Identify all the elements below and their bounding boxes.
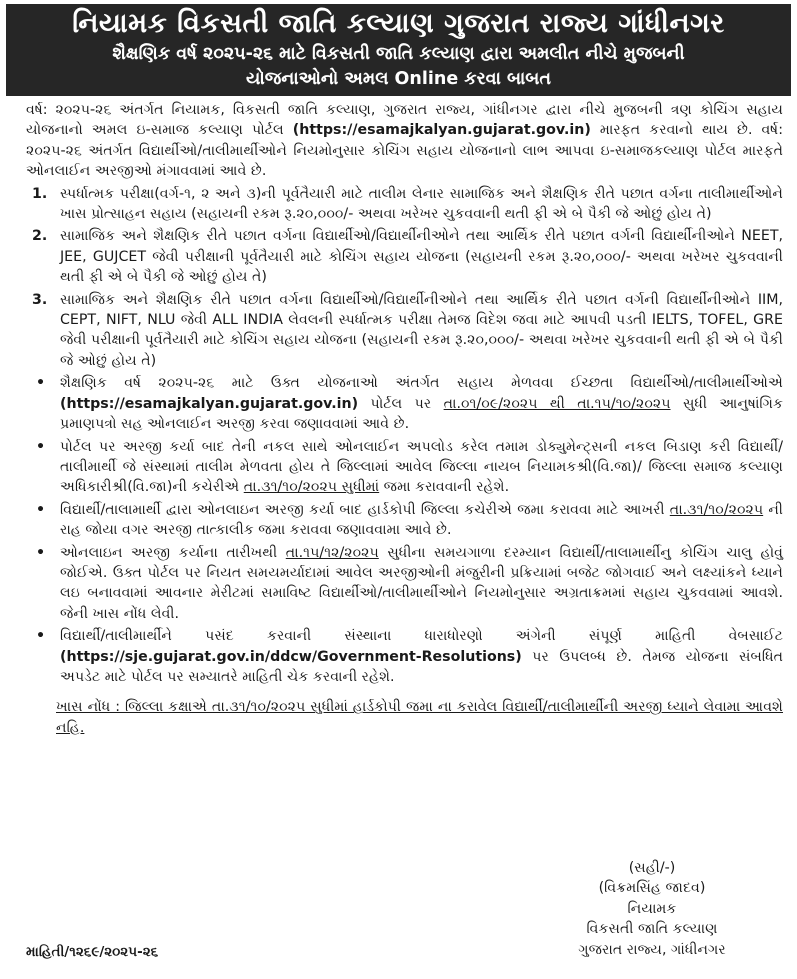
scheme-text: સામાજિક અને શૈક્ષણિક રીતે પછાત વર્ગના વિદ્યાર્થીઓ/વિદ્યાર્થીનીઓને તથા આર્થિક રીતે પછાત વર્ગની વિદ્યાર્થીનીઓને IIM, CEPT, NIFT, NLU જેવી ALL INDIA લેવલની સ્પર્ધાત્મક પરીક્ષા તેમજ વિદેશ જવા માટે આપવી પડતી IELTS, TOFEL, GRE જેવી પરીક્ષાની પૂર્વતૈયારી માટે કોચિંગ સહાય યોજના (સહાયની રકમ રૂ.૨૦,૦૦૦/- અથવા ખરેખર ચુકવવાની થતી ફી એ બે પૈકી જે ઓછું હોય તે)	[60, 291, 783, 369]
instruction-text: સુધી આનુષાંગિક પ્રમાણપત્રો સહ ઓનલાઈન અરજી કરવા જણાવવામાં આવે છે.	[60, 395, 784, 433]
instruction-text: ની રાહ જોયા વગર અરજી તાત્કાલીક જમા કરાવવા જણાવવામા આવે છે.	[60, 501, 783, 539]
instruction-list	[26, 373, 783, 687]
instruction-item-application	[26, 373, 783, 434]
scheme-number: 3.	[32, 291, 48, 308]
signatory-name: (વિક્રમસિંહ જાદવ)	[598, 880, 706, 897]
bullet-icon: •	[36, 544, 46, 561]
special-note	[26, 697, 783, 738]
esamaj-portal-link[interactable]: (https://esamajkalyan.gujarat.gov.in)	[60, 395, 359, 412]
page-title: નિયામક વિકસતી જાતિ કલ્યાણ ગુજરાત રાજ્ય ગાંધીનગર	[72, 8, 725, 39]
hardcopy-deadline: તા.૩૧/૧૦/૨૦૨૫ સુધીમાં	[243, 479, 380, 496]
intro-text-1: વર્ષ: ૨૦૨૫-૨૬ અંતર્ગત નિયામક, વિકસતી જાતિ કલ્યાણ, ગુજરાત રાજ્ય, ગાંધીનગર દ્વારા નીચે મુજબની ત્રણ કોચિંગ સહાય યોજનાનો અમલ ઇ-સમાજ કલ્યાણ પોર્ટલ	[26, 102, 783, 139]
scheme-item	[26, 290, 783, 372]
esamaj-portal-link[interactable]: (https://esamajkalyan.gujarat.gov.in)	[292, 122, 591, 139]
final-deadline: તા.૩૧/૧૦/૨૦૨૫	[669, 501, 764, 518]
bullet-icon: •	[36, 628, 46, 645]
signed-mark: (સહી/-)	[628, 860, 676, 876]
scheme-item	[26, 226, 783, 287]
sje-resolutions-link[interactable]: (https://sje.gujarat.gov.in/ddcw/Government-Resolutions)	[60, 648, 522, 665]
instruction-text: પોર્ટલ પર	[358, 395, 444, 412]
intro-paragraph	[26, 100, 783, 182]
signatory-designation: નિયામક	[627, 900, 677, 917]
scheme-text: સ્પર્ધાત્મક પરીક્ષા(વર્ગ-૧, ૨ અને ૩)ની પૂર્વતૈયારી માટે તાલીમ લેનાર સામાજિક અને શૈક્ષણિક રીતે પછાત વર્ગના તાલીમાર્થીઓને ખાસ પ્રોત્સાહન સહાય (સહાયની રકમ રૂ.૨૦,૦૦૦/- અથવા ખરેખર ચુકવવાની થતી ફી એ બે પૈકી જે ઓછું હોય તે)	[60, 185, 783, 223]
coaching-end-date: તા.૧૫/૧૨/૨૦૨૫	[285, 544, 379, 561]
instruction-item-resolutions	[26, 626, 783, 687]
reference-number: માહિતી/૧૨૬૯/૨૦૨૫-૨૬	[26, 944, 159, 960]
instruction-item-hardcopy	[26, 437, 783, 498]
application-dates: તા.૦૧/૦૯/૨૦૨૫ થી તા.૧૫/૧૦/૨૦૨૫	[443, 395, 671, 412]
signature-block	[547, 858, 757, 960]
page-subtitle-1: શૈક્ષણિક વર્ષ ૨૦૨૫-૨૬ માટે વિકસતી જાતિ કલ્યાણ દ્વારા અમલીત નીચે મુજબની	[112, 44, 685, 64]
scheme-text: સામાજિક અને શૈક્ષણિક રીતે પછાત વર્ગના વિદ્યાર્થીઓ/વિદ્યાર્થીનીઓને તથા આર્થિક રીતે પછાત વર્ગની વિદ્યાર્થીનીઓને NEET, JEE, GUJCET જેવી પરીક્ષાની પૂર્વતૈયારી માટે કોચિંગ સહાય યોજના (સહાયની રકમ રૂ.૨૦,૦૦૦/- અથવા ખરેખર ચુકવવાની થતી ફી એ બે પૈકી જે ઓછું હોય તે)	[60, 228, 783, 286]
instruction-item-coaching-period	[26, 543, 783, 625]
instruction-text: સુધીના સમયગાળા દરમ્યાન વિદ્યાર્થી/તાલામાર્થીનુ કોચિંગ ચાલુ હોવું જોઈએ. ઉક્ત પોર્ટલ પર નિયત સમયમર્યાદામાં આવેલ અરજીઓની મંજુરીની પ્રક્રિયામાં બજેટ જોગવાઈ અને લક્ષ્યાંકને ધ્યાને લઇ બનાવવામાં આવનાર મેરીટમાં સમાવિષ્ટ વિદ્યાર્થીઓ/તાલીમાર્થીઓને નિયમોનુસાર અગ્રતાક્રમમાં સહાય ચુકવવામાં આવશે. જેની ખાસ નોંધ લેવી.	[60, 544, 783, 622]
page-subtitle-2: યોજનાઓનો અમલ Online કરવા બાબત	[246, 69, 551, 89]
scheme-list	[26, 184, 783, 372]
bullet-icon: •	[36, 438, 46, 455]
instruction-text: જમા કરાવવાની રહેશે.	[379, 479, 510, 496]
instruction-item-submit-early	[26, 500, 783, 541]
bullet-icon: •	[36, 375, 46, 392]
instruction-text: ઓનલાઇન અરજી કર્યાના તારીખથી	[60, 544, 286, 561]
instruction-text: વિદ્યાર્થી/તાલામાર્થી દ્વારા ઓનલાઇન અરજી કર્યા બાદ હાર્ડકોપી જિલ્લા કચેરીએ જમા કરાવવા માટે આખરી	[60, 501, 670, 518]
notice-body	[6, 96, 791, 738]
instruction-text: વિદ્યાર્થી/તાલીમાર્થીને પસંદ કરવાની સંસ્થાના ધારાધોરણો અંગેની સંપૂર્ણ માહિતી વેબસાઈટ	[60, 628, 783, 645]
instruction-text: પોર્ટલ પર અરજી કર્યા બાદ તેની નકલ સાથે ઓનલાઈન અપલોડ કરેલ તમામ ડોક્યુમેન્ટ્સની નકલ બિડાણ કરી વિદ્યાર્થી/તાલીમાર્થી જે સંસ્થામાં તાલીમ મેળવતા હોય તે જિલ્લામાં આવેલ જિલ્લા નાયબ નિયામકશ્રી(વિ.જા)/ જિલ્લા સમાજ કલ્યાણ અધિકારીશ્રી(વિ.જા)ની કચેરીએ	[60, 438, 783, 496]
scheme-number: 1.	[32, 185, 48, 202]
signatory-department: વિકસતી જાતિ કલ્યાણ	[586, 921, 718, 938]
bullet-icon: •	[36, 501, 46, 518]
special-note-text: ખાસ નોંધ : જિલ્લા કક્ષાએ તા.૩૧/૧૦/૨૦૨૫ સુધીમાં હાર્ડકોપી જમા ના કરાવેલ વિદ્યાર્થી/તાલીમાર્થીની અરજી ધ્યાને લેવામા આવશે નહિ.	[56, 699, 783, 736]
intro-text-2: મારફત કરવાનો થાય છે. વર્ષ: ૨૦૨૫-૨૬ અંતર્ગત વિદ્યાર્થીઓ/તાલીમાર્થીઓને નિયમોનુસાર કોચિંગ સહાય યોજનાનો લાભ આપવા ઇ-સમાજકલ્યાણ પોર્ટલ મારફતે ઓનલાઈન અરજીઓ મંગાવવામાં આવે છે.	[26, 122, 784, 180]
instruction-text: શૈક્ષણિક વર્ષ ૨૦૨૫-૨૬ માટે ઉક્ત યોજનાઓ અંતર્ગત સહાય મેળવવા ઈચ્છતા વિદ્યાર્થીઓ/તાલીમાર્થીઓએ	[60, 375, 783, 392]
header-banner	[6, 4, 791, 96]
instruction-text: પર ઉપલબ્ધ છે. તેમજ યોજના સંબધિત અપડેટ માટે પોર્ટલ પર સમ્યાતરે માહિતી ચેક કરવાની રહેશે.	[60, 648, 783, 685]
scheme-number: 2.	[32, 228, 48, 245]
signatory-location: ગુજરાત રાજ્ય, ગાંધીનગર	[578, 941, 726, 958]
scheme-item	[26, 184, 783, 225]
